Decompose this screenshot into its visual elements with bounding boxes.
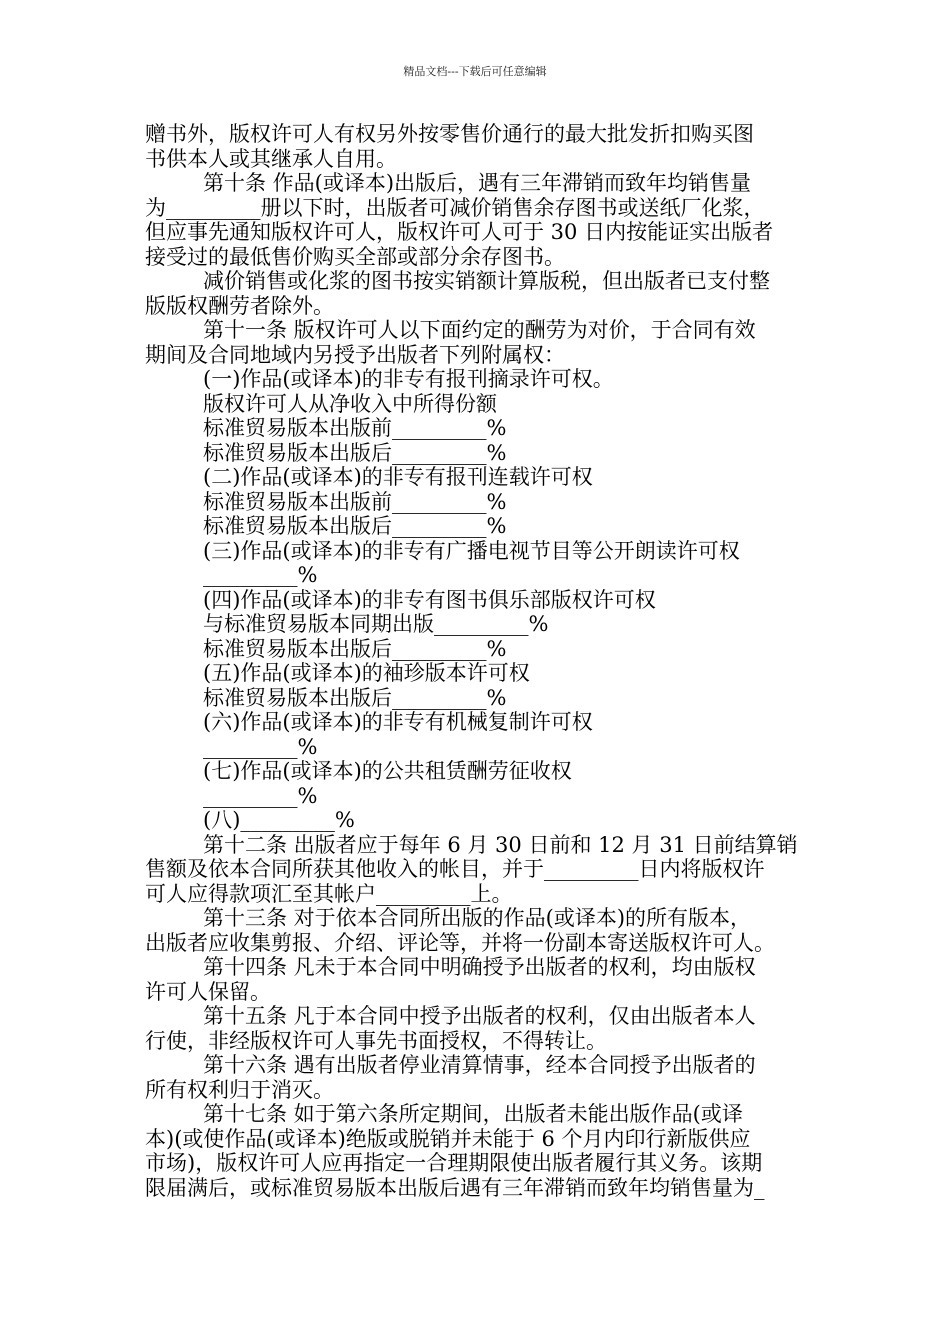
text-line: 书供本人或其继承人自用。 bbox=[145, 146, 397, 171]
text-line: 第十三条 对于依本合同所出版的作品(或译本)的所有版本， bbox=[203, 906, 752, 930]
text-line: 标准贸易版本出版后_________% bbox=[203, 514, 507, 538]
text-line: 第十七条 如于第六条所定期间，出版者未能出版作品(或译 bbox=[203, 1102, 743, 1126]
text-line: 版版权酬劳者除外。 bbox=[145, 293, 334, 318]
text-line: 出版者应收集剪报、介绍、评论等，并将一份副本寄送版权许可人。 bbox=[145, 930, 775, 955]
text-line: (一)作品(或译本)的非专有报刊摘录许可权。 bbox=[203, 367, 614, 391]
text-line: _________% bbox=[203, 734, 318, 759]
text-line: 标准贸易版本出版后_________% bbox=[203, 685, 507, 710]
text-line: 第十一条 版权许可人以下面约定的酬劳为对价，于合同有效 bbox=[203, 318, 756, 342]
text-line: 版权许可人从净收入中所得份额 bbox=[203, 391, 497, 416]
text-line: 赠书外，版权许可人有权另外按零售价通行的最大批发折扣购买图 bbox=[145, 122, 754, 146]
text-line: (三)作品(或译本)的非专有广播电视节目等公开朗读许可权 bbox=[203, 538, 740, 563]
text-line: (四)作品(或译本)的非专有图书俱乐部版权许可权 bbox=[203, 587, 656, 612]
text-line: 但应事先通知版权许可人，版权许可人可于 30 日内按能证实出版者 bbox=[145, 220, 774, 244]
text-line: 第十条 作品(或译本)出版后，遇有三年滞销而致年均销售量 bbox=[203, 171, 752, 195]
text-line: 与标准贸易版本同期出版_________% bbox=[203, 612, 549, 636]
text-line: 第十四条 凡未于本合同中明确授予出版者的权利，均由版权 bbox=[203, 955, 756, 979]
text-line: (二)作品(或译本)的非专有报刊连载许可权 bbox=[203, 465, 593, 489]
text-line: 第十六条 遇有出版者停业清算情事，经本合同授予出版者的 bbox=[203, 1053, 756, 1077]
text-line: (五)作品(或译本)的袖珍版本许可权 bbox=[203, 661, 530, 685]
text-line: 第十五条 凡于本合同中授予出版者的权利，仅由出版者本人 bbox=[203, 1004, 756, 1028]
text-line: 第十二条 出版者应于每年 6 月 30 日前和 12 月 31 日前结算销 bbox=[203, 832, 798, 857]
text-line: 接受过的最低售价购买全部或部分余存图书。 bbox=[145, 244, 565, 269]
text-line: _________% bbox=[203, 563, 318, 587]
contract-body bbox=[145, 122, 815, 1200]
text-line: (八)_________% bbox=[203, 808, 355, 832]
text-line: 可人应得款项汇至其帐户_________上。 bbox=[145, 881, 513, 906]
text-line: 本)(或使作品(或译本)绝版或脱销并未能于 6 个月内印行新版供应 bbox=[145, 1126, 751, 1151]
text-line: (七)作品(或译本)的公共租赁酬劳征收权 bbox=[203, 759, 572, 783]
text-line: 售额及依本合同所获其他收入的帐目，并于_________日内将版权许 bbox=[145, 857, 765, 881]
text-line: 期间及合同地域内另授予出版者下列附属权： bbox=[145, 342, 565, 367]
text-line: 标准贸易版本出版前_________% bbox=[203, 416, 507, 440]
text-line: 市场)，版权许可人应再指定一合理期限使出版者履行其义务。该期 bbox=[145, 1151, 763, 1175]
page-header: 精品文档---下载后可任意编辑 bbox=[403, 65, 547, 78]
text-line: 标准贸易版本出版前_________% bbox=[203, 489, 507, 514]
text-line: 限届满后，或标准贸易版本出版后遇有三年滞销而致年均销售量为_ bbox=[145, 1175, 765, 1200]
text-line: 许可人保留。 bbox=[145, 979, 271, 1004]
text-line: 标准贸易版本出版后_________% bbox=[203, 636, 507, 661]
text-line: 所有权利归于消灭。 bbox=[145, 1077, 334, 1102]
text-line: 标准贸易版本出版后_________% bbox=[203, 440, 507, 465]
text-line: _________% bbox=[203, 783, 318, 808]
text-line: 减价销售或化浆的图书按实销额计算版税，但出版者已支付整 bbox=[203, 269, 770, 293]
text-line: (六)作品(或译本)的非专有机械复制许可权 bbox=[203, 710, 593, 734]
text-line: 行使，非经版权许可人事先书面授权，不得转让。 bbox=[145, 1028, 607, 1053]
text-line: 为_________册以下时，出版者可减价销售余存图书或送纸厂化浆， bbox=[145, 195, 765, 220]
